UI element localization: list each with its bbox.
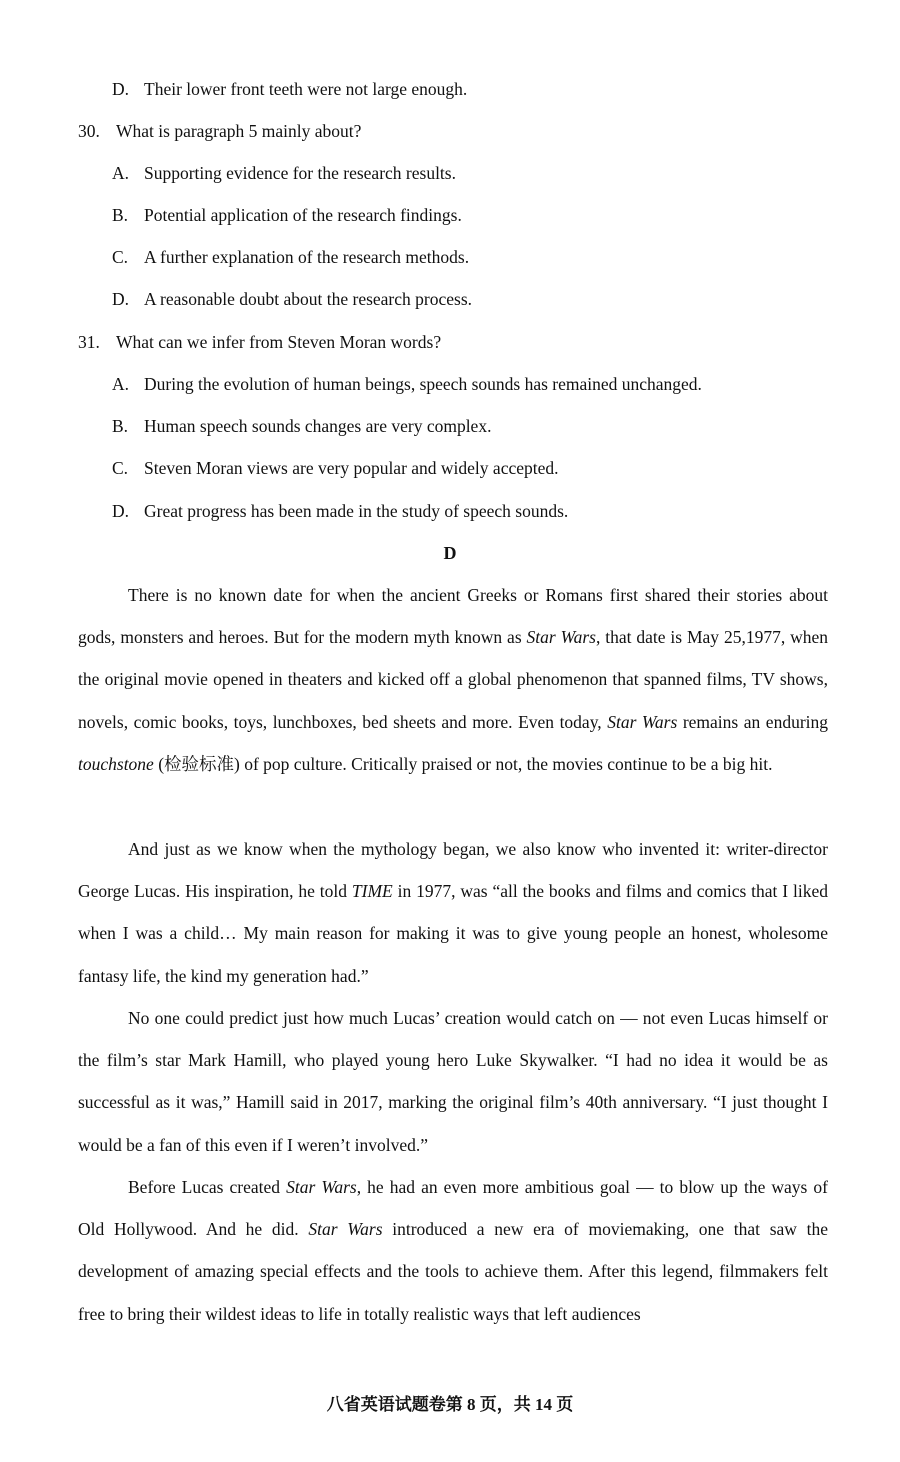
q31-option-a <box>112 373 702 395</box>
passage-paragraph-4 <box>78 1166 828 1335</box>
q31-option-b <box>112 415 491 437</box>
option-letter: A. <box>112 163 130 183</box>
question-text: What can we infer from Steven Moran words? <box>116 332 442 352</box>
passage-paragraph-3 <box>78 997 828 1166</box>
option-letter: C. <box>112 247 129 267</box>
question-number: 30. <box>78 121 100 141</box>
option-text: A reasonable doubt about the research process. <box>144 289 473 309</box>
question-number: 31. <box>78 332 100 352</box>
p1-text-g: (检验标准) of pop culture. Critically praised or not, the movies continue to be a big hit. <box>153 753 773 774</box>
section-heading: D <box>443 543 457 563</box>
question-text: What is paragraph 5 mainly about? <box>116 121 362 141</box>
q31-option-c <box>112 457 559 479</box>
p4-title-star-wars-2: Star Wars <box>308 1219 383 1240</box>
p1-text-a: There is no known date for when the ancient Greeks or Romans first shared their stories about gods, monsters and heroes. But for the modern myth known as <box>78 585 828 648</box>
option-text: Human speech sounds changes are very complex. <box>144 416 492 436</box>
q30-option-d <box>112 288 472 310</box>
p1-text-c: , that date is May 25,1977, when the original movie opened in theaters and kicked off a global phenomenon that spanned films, TV shows, novels, comic books, toys, lunchboxes, bed sheets and more. Even today, <box>78 627 829 732</box>
q31-stem <box>78 331 441 353</box>
p2-title-time: TIME <box>351 881 393 902</box>
option-text: Their lower front teeth were not large enough. <box>144 79 468 99</box>
option-letter: B. <box>112 205 129 225</box>
q31-option-d <box>112 500 568 522</box>
q30-stem <box>78 120 361 142</box>
passage-paragraph-1 <box>78 574 828 785</box>
p3-text: No one could predict just how much Lucas’ creation would catch on — not even Lucas himself or the film’s star Mark Hamill, who played young hero Luke Skywalker. “I had no idea it would be as successful as it was,” Hamill said in 2017, marking the original film’s 40th anniversary. “I just thought I would be a fan of this even if I weren’t involved.” <box>78 1008 828 1155</box>
passage-paragraph-2 <box>78 828 828 997</box>
option-letter: A. <box>112 374 130 394</box>
option-letter: B. <box>112 416 129 436</box>
option-text: A further explanation of the research methods. <box>144 247 470 267</box>
q30-option-b <box>112 204 462 226</box>
p2-text-a: And just as we know when the mythology began, we also know who invented it: writer-director George Lucas. His inspiration, he told <box>78 839 828 902</box>
p4-title-star-wars: Star Wars <box>286 1177 357 1197</box>
option-letter: D. <box>112 79 130 99</box>
q29-option-d <box>112 78 467 100</box>
page-footer: 八省英语试题卷第 8 页，共 14 页 <box>326 1395 574 1414</box>
q30-option-c <box>112 246 469 268</box>
option-text: Potential application of the research findings. <box>144 205 462 225</box>
option-text: Steven Moran views are very popular and widely accepted. <box>144 458 559 478</box>
option-letter: D. <box>112 289 130 309</box>
p4-text-c: , he had an even more ambitious goal — to blow up the ways of Old Hollywood. And he did. <box>78 1177 829 1240</box>
option-letter: C. <box>112 458 129 478</box>
p4-text-a: Before Lucas created <box>128 1177 287 1197</box>
option-text: During the evolution of human beings, speech sounds has remained unchanged. <box>144 374 702 394</box>
p1-title-star-wars-2: Star Wars <box>607 711 678 732</box>
option-text: Great progress has been made in the study of speech sounds. <box>144 501 569 521</box>
p4-text-e: introduced a new era of moviemaking, one that saw the development of amazing special effects and the tools to achieve them. After this legend, filmmakers felt free to bring their wildest ideas to life in totally realistic ways that left audiences <box>78 1219 828 1324</box>
p1-title-star-wars: Star Wars <box>526 627 596 648</box>
p2-text-c: in 1977, was “all the books and films and comics that I liked when I was a child… My main reason for making it was to give young people an honest, wholesome fantasy life, the kind my generation had.” <box>78 881 829 986</box>
q30-option-a <box>112 162 456 184</box>
p1-term-touchstone: touchstone <box>78 753 154 774</box>
p1-text-e: remains an enduring <box>677 711 829 732</box>
option-letter: D. <box>112 501 130 521</box>
option-text: Supporting evidence for the research results. <box>144 163 456 183</box>
